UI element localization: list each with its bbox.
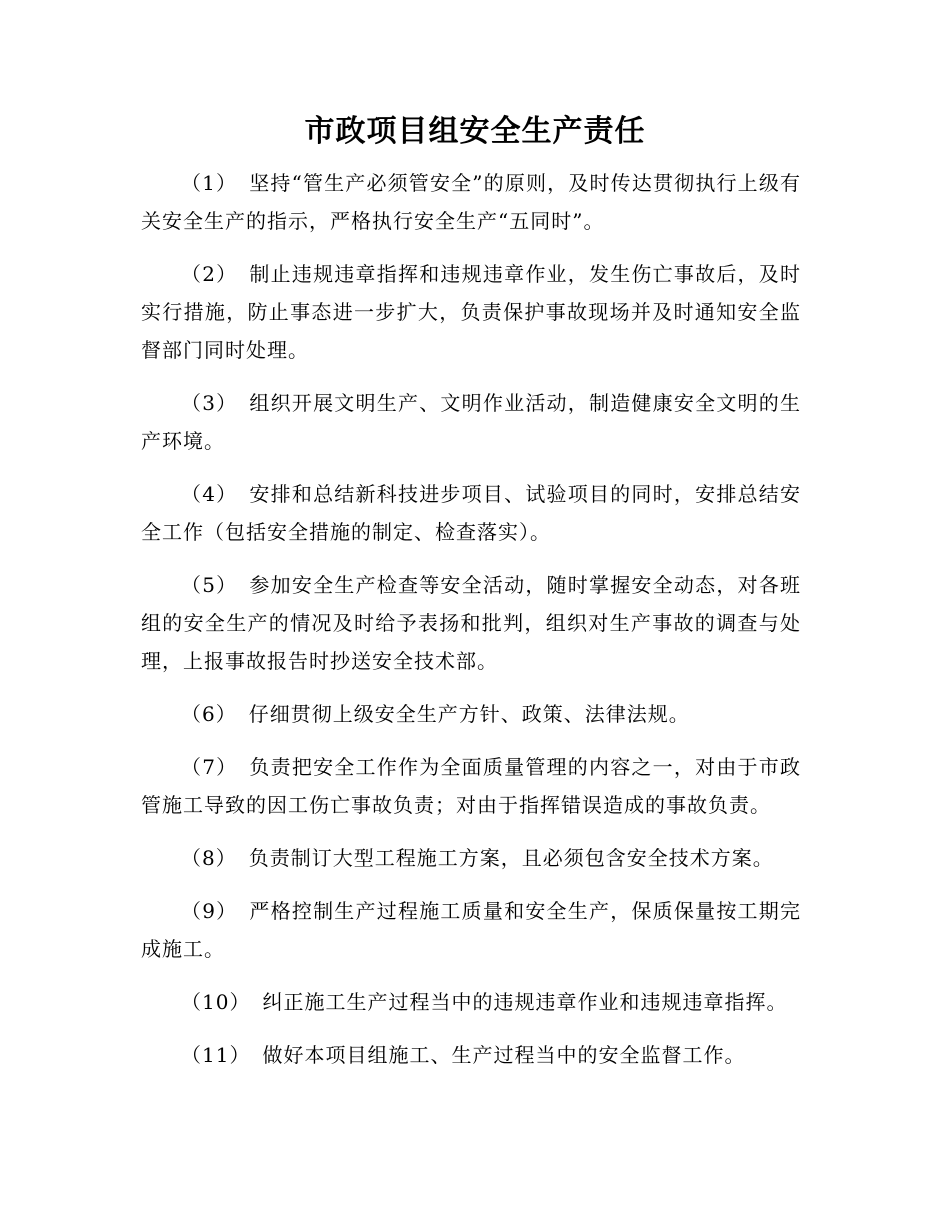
- paragraph-number: （10）: [181, 990, 251, 1014]
- paragraph-6: [141, 695, 801, 733]
- paragraph-number: （11）: [181, 1043, 251, 1067]
- paragraph-number: （1）: [181, 171, 238, 195]
- paragraph-text: 做好本项目组施工、生产过程当中的安全监督工作。: [262, 1043, 746, 1067]
- paragraph-8: [141, 839, 801, 877]
- paragraph-number: （3）: [181, 391, 238, 415]
- paragraph-text: 坚持“管生产必须管安全”的原则，及时传达贯彻执行上级有关安全生产的指示，严格执行安全生产“五同时”。: [141, 171, 801, 233]
- paragraph-3: [141, 384, 801, 460]
- paragraph-10: [141, 983, 801, 1021]
- paragraph-text: 仔细贯彻上级安全生产方针、政策、法律法规。: [248, 702, 690, 726]
- paragraph-number: （6）: [181, 702, 237, 726]
- paragraph-text: 安排和总结新科技进步项目、试验项目的同时，安排总结安全工作（包括安全措施的制定、检查落实）。: [141, 482, 802, 544]
- paragraph-5: [141, 566, 801, 680]
- paragraph-4: [141, 475, 801, 551]
- paragraph-7: [141, 748, 801, 824]
- paragraph-text: 严格控制生产过程施工质量和安全生产，保质保量按工期完成施工。: [141, 899, 802, 961]
- paragraph-text: 参加安全生产检查等安全活动，随时掌握安全动态，对各班组的安全生产的情况及时给予表扬和批判，组织对生产事故的调查与处理，上报事故报告时抄送安全技术部。: [141, 573, 802, 673]
- paragraph-9: [141, 892, 801, 968]
- paragraph-text: 纠正施工生产过程当中的违规违章作业和违规违章指挥。: [262, 990, 788, 1014]
- paragraph-number: （8）: [181, 846, 237, 870]
- paragraph-number: （9）: [181, 899, 238, 923]
- paragraph-number: （7）: [181, 755, 238, 779]
- paragraph-text: 制止违规违章指挥和违规违章作业，发生伤亡事故后，及时实行措施，防止事态进一步扩大，负责保护事故现场并及时通知安全监督部门同时处理。: [141, 262, 802, 362]
- paragraph-11: [141, 1036, 801, 1074]
- paragraph-text: 负责把安全工作作为全面质量管理的内容之一，对由于市政管施工导致的因工伤亡事故负责；对由于指挥错误造成的事故负责。: [141, 755, 802, 817]
- document-title: 市政项目组安全生产责任: [304, 114, 646, 149]
- paragraph-text: 组织开展文明生产、文明作业活动，制造健康安全文明的生产环境。: [141, 391, 802, 453]
- paragraph-number: （4）: [181, 482, 238, 506]
- document-body: [141, 164, 801, 1089]
- paragraph-text: 负责制订大型工程施工方案，且必须包含安全技术方案。: [248, 846, 774, 870]
- paragraph-number: （2）: [181, 262, 238, 286]
- paragraph-1: [141, 164, 801, 240]
- paragraph-number: （5）: [181, 573, 238, 597]
- paragraph-2: [141, 255, 801, 369]
